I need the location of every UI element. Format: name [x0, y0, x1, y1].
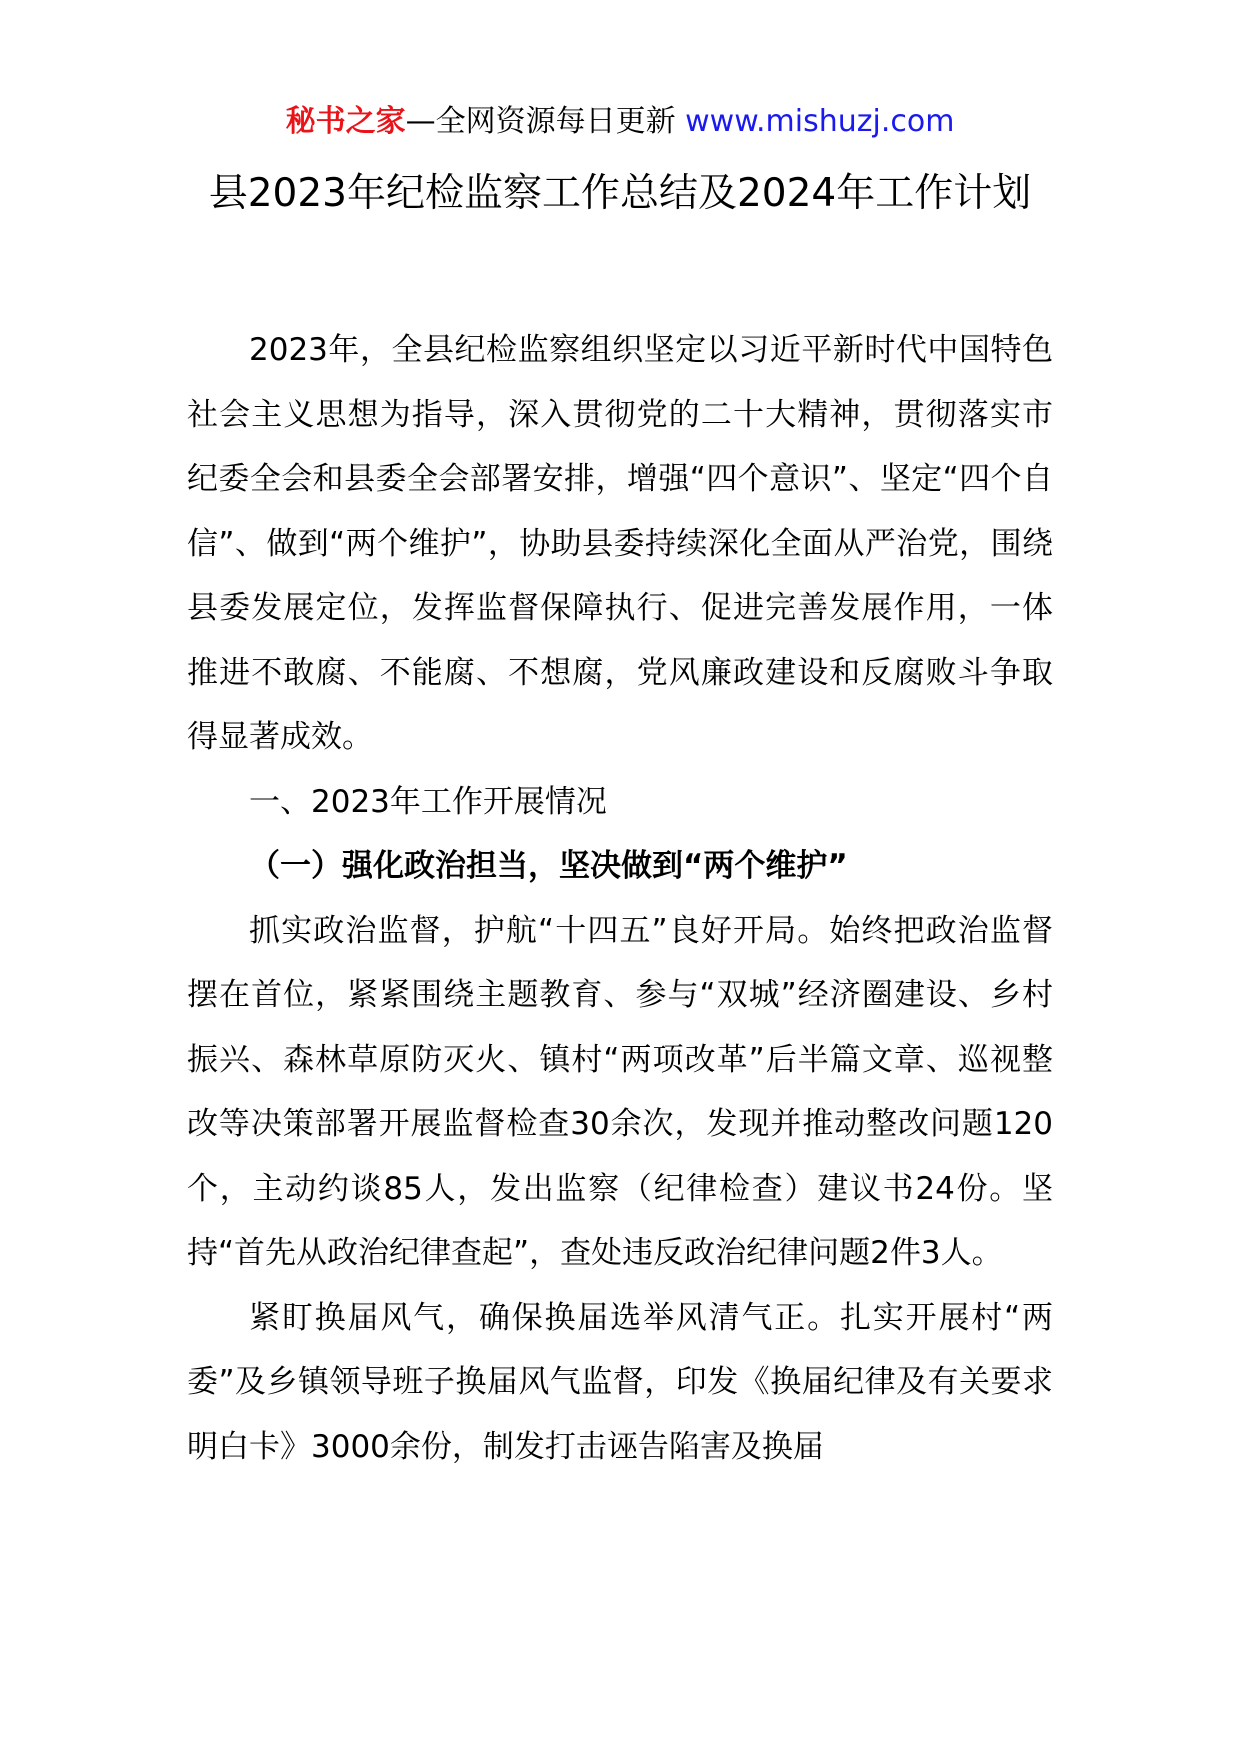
intro-paragraph: 2023年，全县纪检监察组织坚定以习近平新时代中国特色社会主义思想为指导，深入贯彻党的二十大精神，贯彻落实市纪委全会和县委全会部署安排，增强“四个意识”、坚定“四个自信”、做到“两个维护”，协助县委持续深化全面从严治党，围绕县委发展定位，发挥监督保障执行、促进完善发展作用，一体推进不敢腐、不能腐、不想腐，党风廉政建设和反腐败斗争取得显著成效。 — [187, 332, 1053, 755]
site-header — [0, 102, 1240, 142]
document-title: 县2023年纪检监察工作总结及2024年工作计划 — [208, 171, 1032, 216]
site-url-link[interactable]: www.mishuzj.com — [685, 104, 955, 139]
section-heading: 一、2023年工作开展情况 — [249, 783, 607, 820]
brand-name: 秘书之家 — [285, 104, 406, 139]
brand-tagline: —全网资源每日更新 — [405, 104, 676, 139]
subsection-heading: （一）强化政治担当，坚决做到“两个维护” — [249, 848, 848, 884]
body-paragraph: 抓实政治监督，护航“十四五”良好开局。始终把政治监督摆在首位，紧紧围绕主题教育、参与“双城”经济圈建设、乡村振兴、森林草原防灭火、镇村“两项改革”后半篇文章、巡视整改等决策部署开展监督检查30余次，发现并推动整改问题120个，主动约谈85人，发出监察（纪律检查）建议书24份。坚持“首先从政治纪律查起”，查处违反政治纪律问题2件3人。 — [187, 912, 1053, 1271]
body-paragraph: 紧盯换届风气，确保换届选举风清气正。扎实开展村“两委”及乡镇领导班子换届风气监督，印发《换届纪律及有关要求明白卡》3000余份，制发打击诬告陷害及换届 — [187, 1299, 1053, 1465]
document-body — [187, 318, 1053, 1479]
